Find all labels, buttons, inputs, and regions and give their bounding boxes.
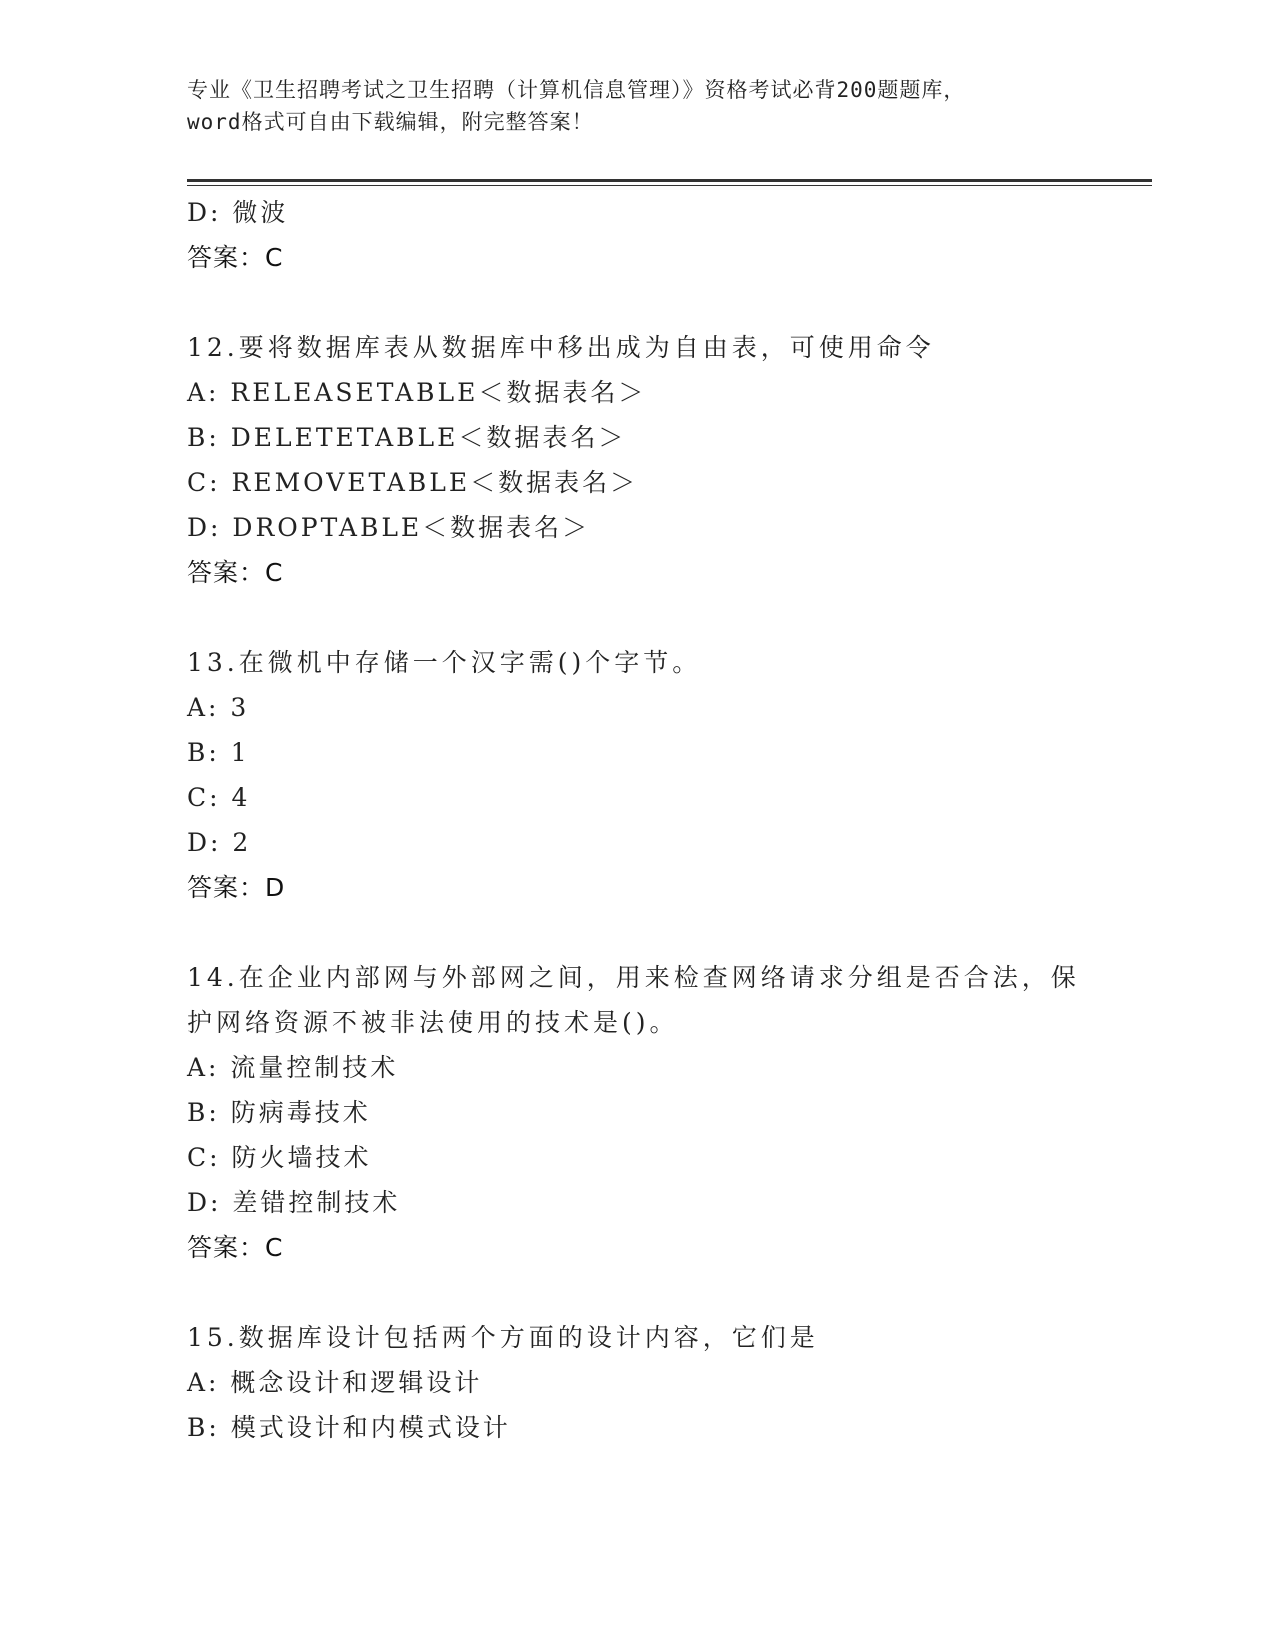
question-12-answer: 答案：C — [187, 558, 284, 587]
question-13-option-b: B: 1 — [187, 738, 250, 767]
spacer — [187, 1270, 1087, 1315]
question-12-option-c: C: REMOVETABLE＜数据表名＞ — [187, 468, 639, 497]
prev-answer: 答案：C — [187, 243, 284, 272]
question-14-text-line-1: 14.在企业内部网与外部网之间，用来检查网络请求分组是否合法，保 — [187, 963, 1080, 992]
question-15-option-a: A: 概念设计和逻辑设计 — [187, 1368, 483, 1397]
header-line-1: 专业《卫生招聘考试之卫生招聘（计算机信息管理）》资格考试必背200题题库， — [187, 78, 966, 102]
question-12-option-a: A: RELEASETABLE＜数据表名＞ — [187, 378, 647, 407]
question-12-option-d: D: DROPTABLE＜数据表名＞ — [187, 513, 591, 542]
question-14-answer: 答案：C — [187, 1233, 284, 1262]
question-12-option-b: B: DELETETABLE＜数据表名＞ — [187, 423, 627, 452]
question-13 — [187, 640, 1087, 910]
question-13-option-c: C: 4 — [187, 783, 251, 812]
question-13-option-a: A: 3 — [187, 693, 250, 722]
spacer — [187, 595, 1087, 640]
question-13-text: 13.在微机中存储一个汉字需()个字节。 — [187, 648, 702, 677]
question-13-option-d: D: 2 — [187, 828, 252, 857]
question-12-text: 12.要将数据库表从数据库中移出成为自由表，可使用命令 — [187, 333, 935, 362]
header-divider-thin — [187, 185, 1152, 186]
header-line-2: word格式可自由下载编辑，附完整答案！ — [187, 110, 594, 134]
question-14 — [187, 955, 1087, 1270]
question-13-answer: 答案：D — [187, 873, 286, 902]
question-14-text-line-2: 护网络资源不被非法使用的技术是()。 — [187, 1008, 679, 1037]
question-list — [187, 190, 1087, 1450]
spacer — [187, 280, 1087, 325]
question-15-text: 15.数据库设计包括两个方面的设计内容，它们是 — [187, 1323, 819, 1352]
question-15 — [187, 1315, 1087, 1450]
question-15-option-b: B: 模式设计和内模式设计 — [187, 1413, 511, 1442]
spacer — [187, 910, 1087, 955]
question-12 — [187, 325, 1087, 595]
question-14-option-c: C: 防火墙技术 — [187, 1143, 372, 1172]
document-header — [187, 74, 1087, 138]
question-14-option-a: A: 流量控制技术 — [187, 1053, 399, 1082]
prev-option-d: D: 微波 — [187, 198, 289, 227]
header-divider-thick — [187, 179, 1152, 182]
question-14-option-b: B: 防病毒技术 — [187, 1098, 371, 1127]
question-14-option-d: D: 差错控制技术 — [187, 1188, 401, 1217]
